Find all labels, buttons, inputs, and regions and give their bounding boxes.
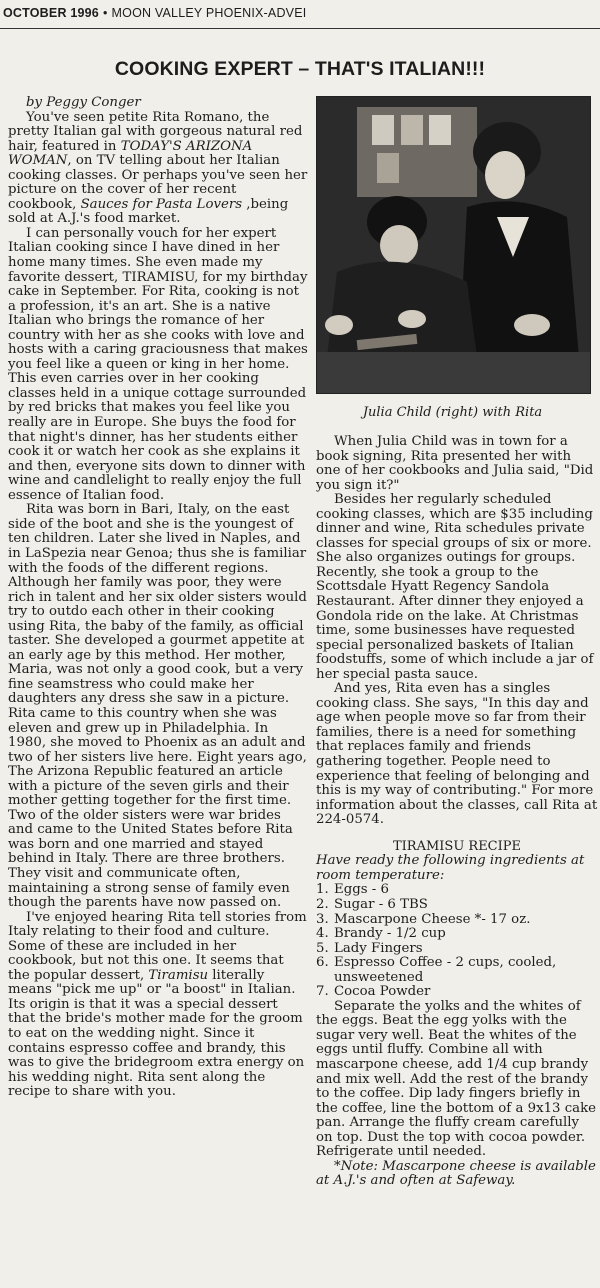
right-column bbox=[316, 435, 598, 1189]
newspaper-name: MOON VALLEY PHOENIX-ADVEI bbox=[111, 6, 307, 20]
article-paragraph-4: I've enjoyed hearing Rita tell stories from Italy relating to their food and culture. Some of these are included in her cookbook, but not this one. It seems that the popular dessert, Tiramisu literally means "pick me up" or "a boost" in Italian. Its origin is that it was a special dessert that the bride's mother made for the groom to eat on the wedding night. Since it contains espresso coffee and brandy, this was to give the bridegroom extra energy on his wedding night. Rita sent along the recipe to share with you. bbox=[8, 909, 307, 1100]
issue-date: OCTOBER 1996 bbox=[3, 6, 99, 20]
article-paragraph-2: I can personally vouch for her expert Italian cooking since I have dined in her home many times. She even made my favorite dessert, TIRAMISU, for my birthday cake in September. For Rita, cooking is not a profession, it's an art. She is a native Italian who brings the romance of her country with her as she cooks with love and hosts with a caring graciousness that makes you feel like a queen or king in her home. This even carries over in her cooking classes held in a unique cottage surrounded by red bricks that makes you feel like you really are in Europe. She buys the food for that night's dinner, has her students either cook it or watch her cook as she explains it and then, everyone sits down to dinner with wine and candlelight to really enjoy the full essence of Italian food. bbox=[8, 225, 308, 503]
recipe-instructions: Separate the yolks and the whites of the eggs. Beat the egg yolks with the sugar very well. Beat the whites of the eggs until fluffy. Combine all with mascarpone cheese, add 1/4 cup brandy and mix well. Add the rest of the brandy to the coffee. Dip lady fingers briefly in the coffee, line the bottom of a 9x13 cake pan. Arrange the fluffy cream carefully on top. Dust the top with cocoa powder. Refrigerate until needed. bbox=[316, 998, 597, 1160]
recipe-title: TIRAMISU RECIPE bbox=[392, 838, 522, 854]
cookbook-title: Sauces for Pasta Lovers bbox=[80, 196, 243, 212]
ingredient-item: 1. Eggs - 6 bbox=[316, 882, 389, 898]
article-paragraph-5: When Julia Child was in town for a book signing, Rita presented her with one of her cookbooks and Julia said, "Did you sign it?" bbox=[316, 434, 594, 493]
article-paragraph-3: Rita was born in Bari, Italy, on the east side of the boot and she is the youngest of ten children. Later she lived in Naples, and in LaSpezia near Genoa; thus she is familiar with the foods of the different regions. Although her family was poor, they were rich in talent and her six older sisters would try to outdo each other in their cooking using Rita, the baby of the family, as official taster. She developed a gourmet appetite at an early age by this method. Her mother, Maria, was not only a good cook, but a very fine seamstress who could make her daughters any dress she saw in a picture. Rita came to this country when she was eleven and grew up in Philadelphia. In 1980, she moved to Phoenix as an adult and two of her sisters live here. Eight years ago, The Arizona Republic featured an article with a picture of the seven girls and their mother getting together for the first time. Two of the older sisters were war brides and came to the United States before Rita was born and one married and stayed behind in Italy. There are three brothers. They visit and communicate often, maintaining a strong sense of family even though the parents have now passed on. bbox=[8, 502, 307, 911]
magazine-title: TODAY'S ARIZONA WOMAN bbox=[8, 138, 253, 169]
ingredient-item: 2. Sugar - 6 TBS bbox=[316, 896, 428, 912]
ingredient-item: 7. Cocoa Powder bbox=[316, 984, 431, 1000]
byline: by Peggy Conger bbox=[26, 95, 141, 110]
recipe-intro: Have ready the following ingredients at room temperature: bbox=[316, 853, 585, 883]
ingredient-item: 5. Lady Fingers bbox=[316, 940, 423, 956]
ingredient-item: 6. Espresso Coffee - 2 cups, cooled, unsweetened bbox=[316, 955, 557, 985]
photo-julia-child-with-rita bbox=[316, 96, 591, 394]
left-column bbox=[8, 96, 308, 1100]
photo-illustration bbox=[317, 97, 590, 393]
masthead bbox=[3, 6, 597, 20]
ingredient-item: 4. Brandy - 1/2 cup bbox=[316, 926, 446, 942]
article-paragraph-1: You've seen petite Rita Romano, the pretty Italian gal with gorgeous natural red hair, featured in TODAY'S ARIZONA WOMAN, on TV telling about her Italian cooking classes. Or perhaps you've seen her picture on the cover of her recent cookbook, Sauces for Pasta Lovers ,being sold at A.J.'s food market. bbox=[8, 109, 308, 227]
recipe-note: *Note: Mascarpone cheese is available at A.J.'s and often at Safeway. bbox=[316, 1158, 596, 1189]
masthead-separator: • bbox=[102, 6, 108, 20]
headline: COOKING EXPERT – THAT'S ITALIAN!!! bbox=[114, 58, 486, 80]
photo-caption: Julia Child (right) with Rita bbox=[362, 405, 543, 420]
ingredient-list bbox=[316, 883, 598, 999]
masthead-rule bbox=[0, 28, 600, 29]
article-paragraph-7: And yes, Rita even has a singles cooking class. She says, "In this day and age when people move so far from their families, there is a need for something that replaces family and friends gathering together. People need to experience that feeling of belonging and this is my way of contributing." For more information about the classes, call Rita at 224-0574. bbox=[316, 681, 598, 828]
ingredient-item: 3. Mascarpone Cheese *- 17 oz. bbox=[316, 911, 531, 927]
tiramisu-term: Tiramisu bbox=[148, 967, 209, 983]
article-paragraph-6: Besides her regularly scheduled cooking classes, which are $35 including dinner and wine, Rita schedules private classes for special groups of six or more. She also organizes outings for groups. Recently, she took a group to the Scottsdale Hyatt Regency Sandola Restaurant. After dinner they enjoyed a Gondola ride on the lake. At Christmas time, some businesses have requested special personalized baskets of Italian foodstuffs, some of which include a jar of her special pasta sauce. bbox=[316, 492, 594, 682]
